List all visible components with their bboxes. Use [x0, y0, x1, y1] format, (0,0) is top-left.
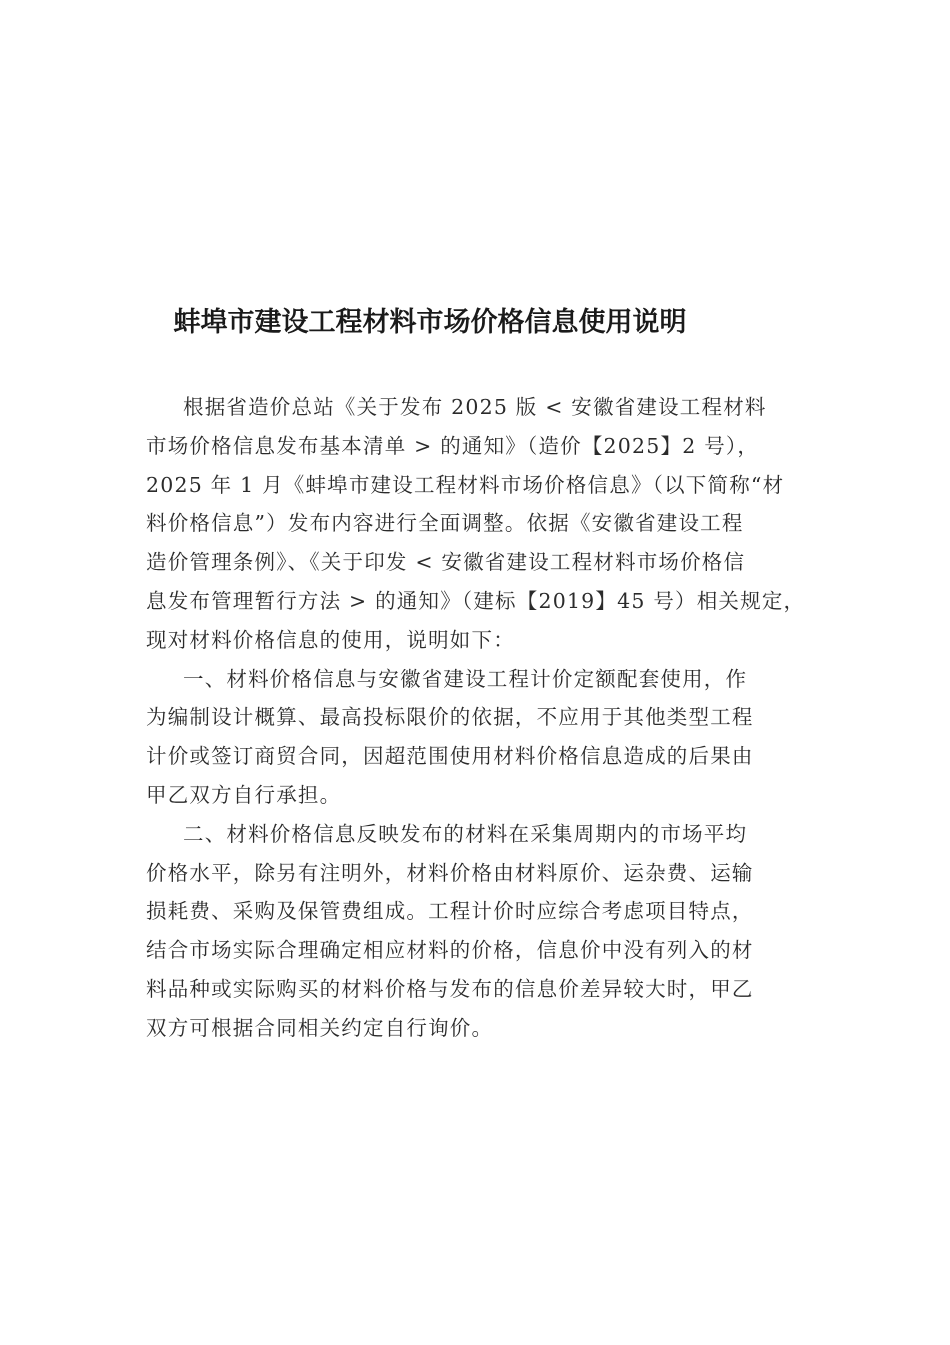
text-line: 根据省造价总站《关于发布 2025 版 < 安徽省建设工程材料: [183, 395, 767, 419]
text-line: 双方可根据合同相关约定自行询价。: [146, 1015, 494, 1040]
text-line: 现对材料价格信息的使用，说明如下：: [146, 627, 515, 652]
text-line: 计价或签订商贸合同，因超范围使用材料价格信息造成的后果由: [146, 744, 754, 769]
text-line: 料价格信息”）发布内容进行全面调整。依据《安徽省建设工程: [146, 511, 744, 536]
paragraph-item-1: [146, 660, 754, 815]
text-line: 市场价格信息发布基本清单 > 的通知》（造价【2025】2 号），: [146, 433, 760, 458]
text-line: 息发布管理暂行方法 > 的通知》（建标【2019】45 号）相关规定，: [146, 588, 806, 613]
text-line: 价格水平，除另有注明外，材料价格由材料原价、运杂费、运输: [146, 860, 754, 885]
text-line: 结合市场实际合理确定相应材料的价格，信息价中没有列入的材: [146, 938, 754, 963]
document-body: [146, 388, 806, 1048]
text-line: 一、材料价格信息与安徽省建设工程计价定额配套使用，作: [183, 666, 748, 691]
document-title: 蚌埠市建设工程材料市场价格信息使用说明: [173, 307, 687, 338]
text-line: 造价管理条例》、《关于印发 < 安徽省建设工程材料市场价格信: [146, 550, 746, 575]
text-line: 甲乙双方自行承担。: [146, 782, 342, 807]
text-line: 料品种或实际购买的材料价格与发布的信息价差异较大时，甲乙: [146, 976, 754, 1001]
text-line: 损耗费、采购及保管费组成。工程计价时应综合考虑项目特点，: [146, 899, 754, 924]
text-line: 二、材料价格信息反映发布的材料在采集周期内的市场平均: [183, 821, 748, 846]
paragraph-item-2: [146, 815, 754, 1048]
paragraph-intro: [146, 388, 806, 660]
text-line: 为编制设计概算、最高投标限价的依据，不应用于其他类型工程: [146, 705, 754, 730]
text-line: 2025 年 1 月《蚌埠市建设工程材料市场价格信息》（以下简称“材: [146, 472, 785, 497]
